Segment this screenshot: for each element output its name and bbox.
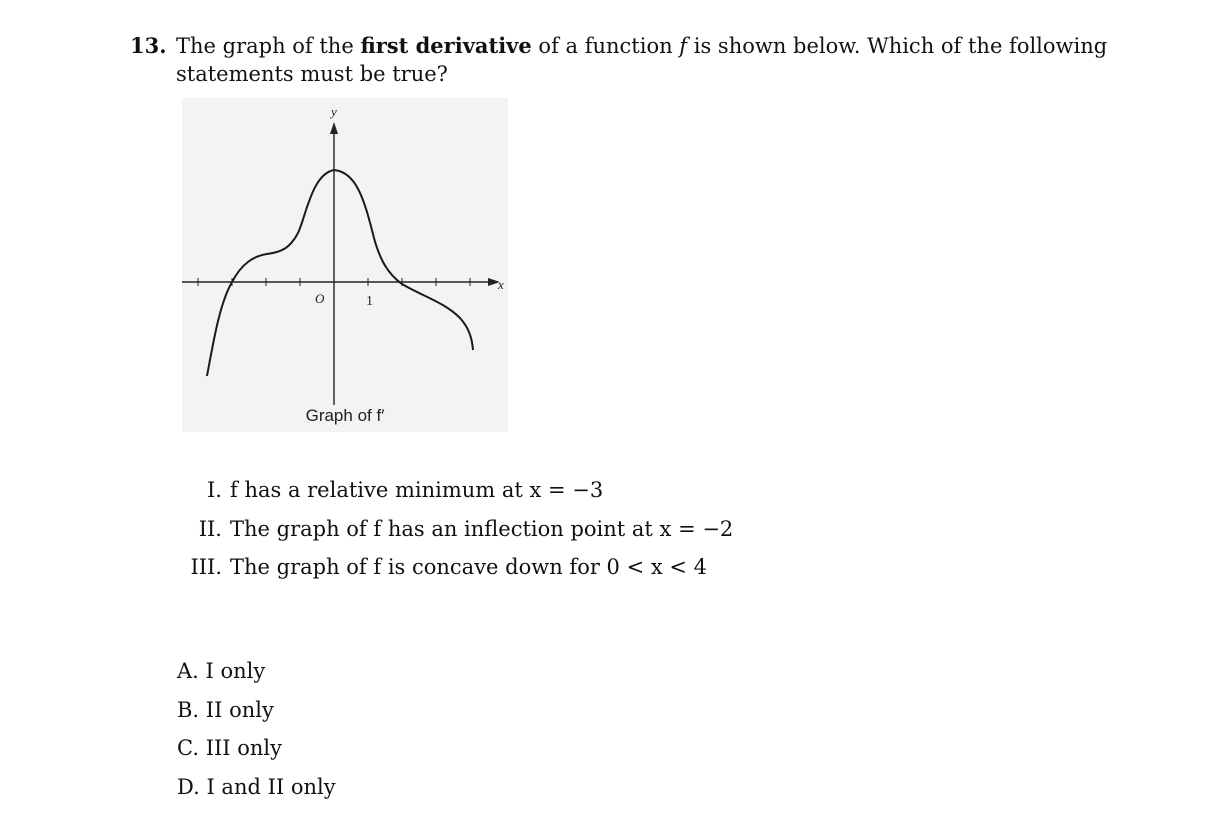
derivative-graph-figure: [182, 98, 508, 432]
statement-ii: [198, 517, 734, 541]
statement-text: The graph of f is concave down for 0 < x < 4: [230, 555, 708, 579]
statement-i: [207, 478, 604, 502]
statement-numeral: II.: [198, 517, 222, 541]
question-prompt-line-2: statements must be true?: [176, 62, 448, 86]
choice-text: I only: [205, 659, 266, 683]
derivative-graph-svg: [182, 98, 508, 432]
answer-choice-a[interactable]: [177, 659, 265, 683]
choice-letter: A.: [177, 659, 199, 683]
statement-text: The graph of f has an inflection point at x = −2: [230, 517, 734, 541]
choice-text: II only: [205, 698, 274, 722]
answer-choice-c[interactable]: [177, 736, 282, 760]
prompt-function-var: f: [679, 34, 688, 58]
prompt-text-post: is shown below. Which of the following: [687, 34, 1108, 58]
statement-numeral: I.: [207, 478, 222, 502]
choice-text: I and II only: [206, 775, 336, 799]
x-axis-label: x: [498, 277, 504, 292]
answer-choice-b[interactable]: [177, 698, 274, 722]
tick-label-1: 1: [366, 294, 373, 309]
choice-letter: B.: [177, 698, 200, 722]
question-prompt-line-1: [176, 33, 1107, 58]
statement-numeral: III.: [190, 555, 222, 579]
y-axis-arrow: [330, 122, 338, 134]
statement-iii: [190, 555, 708, 579]
origin-label: O: [315, 291, 325, 306]
derivative-curve: [207, 170, 473, 376]
prompt-text-mid: of a function: [531, 34, 680, 58]
prompt-text-pre: The graph of the: [176, 34, 361, 58]
prompt-bold-term: first derivative: [360, 33, 532, 58]
answer-choice-d[interactable]: [177, 775, 336, 799]
choice-letter: D.: [177, 775, 200, 799]
statement-text: f has a relative minimum at x = −3: [230, 478, 604, 502]
choice-letter: C.: [177, 736, 199, 760]
choice-text: III only: [205, 736, 282, 760]
figure-caption: Graph of f′: [305, 406, 385, 425]
y-axis-label: y: [331, 104, 337, 119]
question-number: 13.: [130, 33, 167, 58]
